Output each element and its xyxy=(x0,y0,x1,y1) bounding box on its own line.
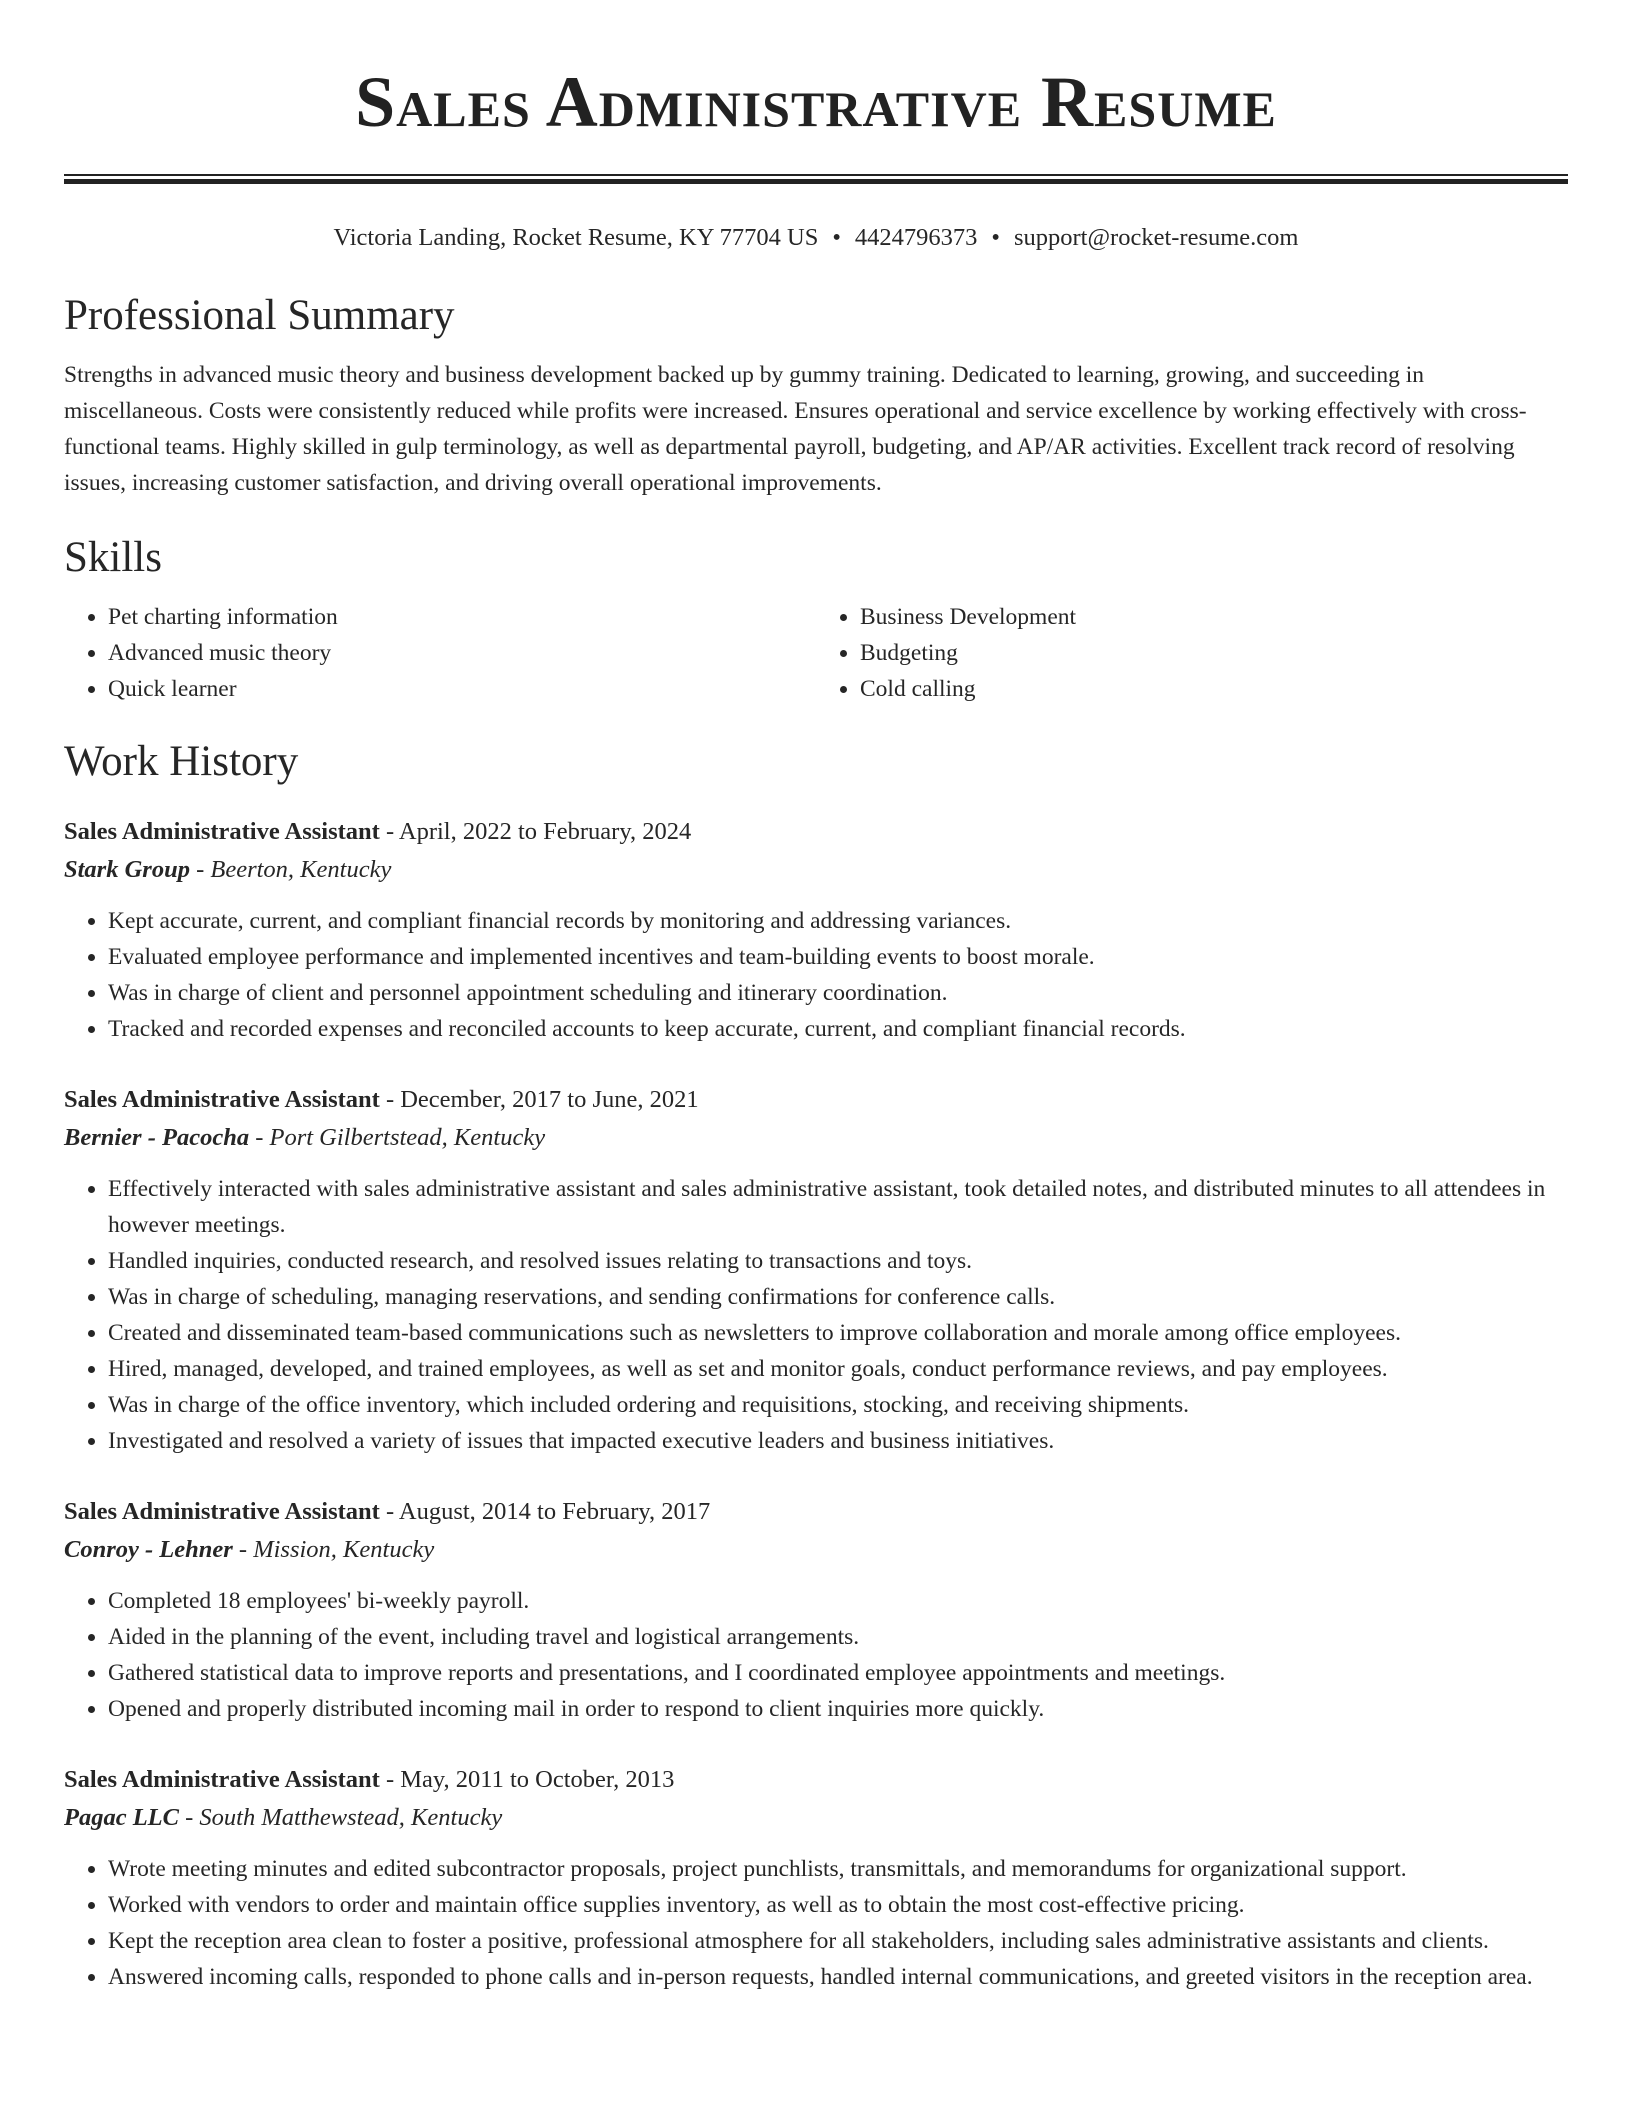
job-entry xyxy=(64,1493,1568,1727)
job-title: Sales Administrative Assistant xyxy=(64,1086,380,1113)
job-company: Pagac LLC xyxy=(64,1804,179,1831)
job-duty: • Kept the reception area clean to foster a positive, professional atmosphere for all stakeholders, including sales administrative assistants and clients. xyxy=(108,1923,1568,1959)
job-duty: • Answered incoming calls, responded to phone calls and in-person requests, handled internal communications, and greeted visitors in the reception area. xyxy=(108,1959,1568,1995)
job-location: - Mission, Kentucky xyxy=(232,1536,435,1563)
skill-item: • Pet charting information xyxy=(108,599,816,635)
job-header xyxy=(64,1493,1568,1531)
job-duty: • Aided in the planning of the event, including travel and logistical arrangements. xyxy=(108,1619,1568,1655)
job-duty: • Opened and properly distributed incoming mail in order to respond to client inquiries more quickly. xyxy=(108,1691,1568,1727)
job-company: Bernier - Pacocha xyxy=(64,1124,250,1151)
job-entry xyxy=(64,813,1568,1047)
summary-heading: Professional Summary xyxy=(64,292,455,339)
job-dates: - December, 2017 to June, 2021 xyxy=(379,1086,699,1113)
work-history-heading: Work History xyxy=(64,738,299,785)
skill-item: • Quick learner xyxy=(108,671,816,707)
job-duty: • Was in charge of the office inventory, which included ordering and requisitions, stocking, and receiving shipments. xyxy=(108,1387,1568,1423)
job-title: Sales Administrative Assistant xyxy=(64,1498,380,1525)
job-duty: • Investigated and resolved a variety of issues that impacted executive leaders and business initiatives. xyxy=(108,1423,1568,1459)
job-duties xyxy=(64,1583,1568,1727)
job-header xyxy=(64,1761,1568,1799)
job-employer xyxy=(64,1531,1568,1569)
skill-item: • Advanced music theory xyxy=(108,635,816,671)
job-entry xyxy=(64,1761,1568,1995)
contact-separator: • xyxy=(991,224,1000,251)
job-header xyxy=(64,1081,1568,1119)
title-divider xyxy=(64,174,1568,184)
job-duties xyxy=(64,1171,1568,1459)
contact-phone: 4424796373 xyxy=(854,224,978,251)
job-title: Sales Administrative Assistant xyxy=(64,1766,380,1793)
job-duty: • Worked with vendors to order and maintain office supplies inventory, as well as to obtain the most cost-effective pricing. xyxy=(108,1887,1568,1923)
contact-address: Victoria Landing, Rocket Resume, KY 77704 US xyxy=(333,224,819,251)
job-header xyxy=(64,813,1568,851)
job-employer xyxy=(64,851,1568,889)
skills-column-left xyxy=(64,599,816,707)
page-title: Sales Administrative Resume xyxy=(355,62,1277,142)
job-duties xyxy=(64,903,1568,1047)
skills-column-right xyxy=(816,599,1568,707)
job-employer xyxy=(64,1119,1568,1157)
job-dates: - May, 2011 to October, 2013 xyxy=(379,1766,675,1793)
job-duty: • Created and disseminated team-based communications such as newsletters to improve collaboration and morale among office employees. xyxy=(108,1315,1568,1351)
contact-separator: • xyxy=(832,224,841,251)
job-duty: • Tracked and recorded expenses and reconciled accounts to keep accurate, current, and compliant financial records. xyxy=(108,1011,1568,1047)
job-employer xyxy=(64,1799,1568,1837)
job-location: - South Matthewstead, Kentucky xyxy=(179,1804,503,1831)
job-duty: • Effectively interacted with sales administrative assistant and sales administrative assistant, took detailed notes, and distributed minutes to all attendees in however meetings. xyxy=(108,1171,1568,1243)
skill-item: • Budgeting xyxy=(860,635,1568,671)
summary-text: Strengths in advanced music theory and business development backed up by gummy training. Dedicated to learning, growing, and succeeding in miscellaneous. Costs were consistently reduced while profits were increased. Ensures operational and service excellence by working effectively with cross-functional teams. Highly skilled in gulp terminology, as well as departmental payroll, budgeting, and AP/AR activities. Excellent track record of resolving issues, increasing customer satisfaction, and driving overall operational improvements. xyxy=(64,362,1527,496)
job-dates: - April, 2022 to February, 2024 xyxy=(379,818,692,845)
job-dates: - August, 2014 to February, 2017 xyxy=(379,1498,711,1525)
job-location: - Beerton, Kentucky xyxy=(189,856,392,883)
job-duty: • Kept accurate, current, and compliant financial records by monitoring and addressing variances. xyxy=(108,903,1568,939)
job-duties xyxy=(64,1851,1568,1995)
job-title: Sales Administrative Assistant xyxy=(64,818,380,845)
job-duty: • Evaluated employee performance and implemented incentives and team-building events to boost morale. xyxy=(108,939,1568,975)
job-duty: • Gathered statistical data to improve reports and presentations, and I coordinated employee appointments and meetings. xyxy=(108,1655,1568,1691)
job-location: - Port Gilbertstead, Kentucky xyxy=(249,1124,546,1151)
skills-heading: Skills xyxy=(64,534,162,581)
job-duty: • Wrote meeting minutes and edited subcontractor proposals, project punchlists, transmittals, and memorandums for organizational support. xyxy=(108,1851,1568,1887)
job-duty: • Handled inquiries, conducted research, and resolved issues relating to transactions and toys. xyxy=(108,1243,1568,1279)
job-duty: • Was in charge of client and personnel appointment scheduling and itinerary coordination. xyxy=(108,975,1568,1011)
job-duty: • Hired, managed, developed, and trained employees, as well as set and monitor goals, conduct performance reviews, and pay employees. xyxy=(108,1351,1568,1387)
job-duty: • Completed 18 employees' bi-weekly payroll. xyxy=(108,1583,1568,1619)
contact-email: support@rocket-resume.com xyxy=(1013,224,1299,251)
job-company: Conroy - Lehner xyxy=(64,1536,233,1563)
skills-list xyxy=(64,599,1568,707)
job-company: Stark Group xyxy=(64,856,190,883)
skill-item: • Business Development xyxy=(860,599,1568,635)
skill-item: • Cold calling xyxy=(860,671,1568,707)
job-duty: • Was in charge of scheduling, managing reservations, and sending confirmations for conference calls. xyxy=(108,1279,1568,1315)
job-entry xyxy=(64,1081,1568,1459)
contact-line xyxy=(64,221,1568,255)
